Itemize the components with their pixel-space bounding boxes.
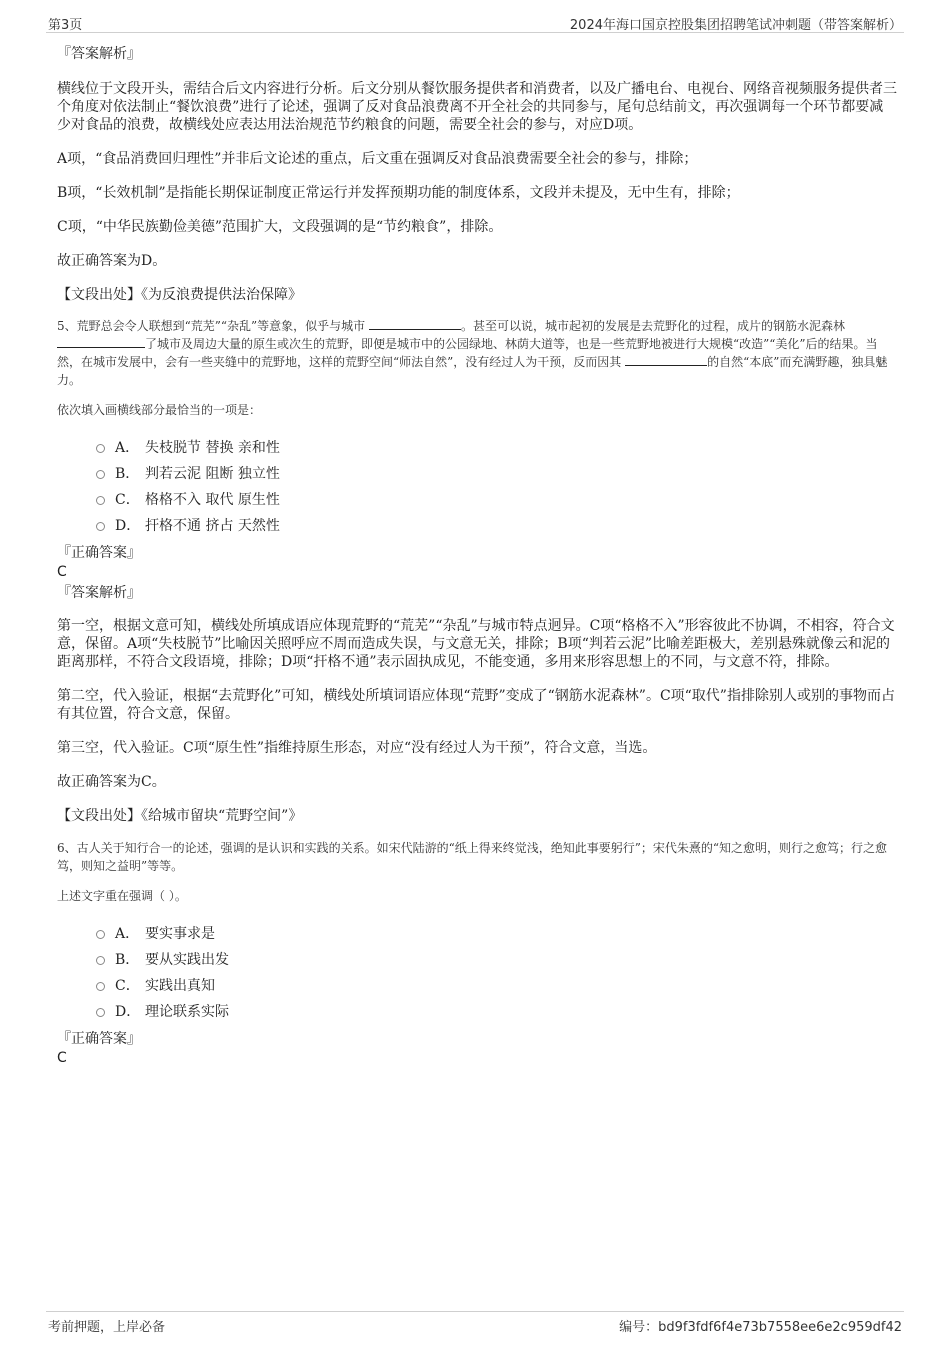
blank-2 <box>57 335 145 348</box>
q4-option-c-note: C项，“中华民族勤俭美德”范围扩大，文段强调的是“节约粮食”，排除。 <box>57 219 503 235</box>
q6-answer: C <box>57 1050 67 1066</box>
radio-icon[interactable] <box>96 956 105 965</box>
q4-option-b-note: B项，“长效机制”是指能长期保证制度正常运行并发挥预期功能的制度体系，文段并未提及，无中生有，排除； <box>57 185 740 201</box>
q5-option-b[interactable]: B． 判若云泥 阻断 独立性 <box>57 461 897 487</box>
document-title: 2024年海口国京控股集团招聘笔试冲刺题（带答案解析） <box>569 18 902 33</box>
radio-icon[interactable] <box>96 930 105 939</box>
q5-answer: C <box>57 564 67 580</box>
q6-option-d[interactable]: D． 理论联系实际 <box>57 999 897 1025</box>
q6-stem: 6、古人关于知行合一的论述，强调的是认识和实践的关系。如宋代陆游的“纸上得来终觉浅，绝知此事要躬行”；宋代朱熹的“知之愈明，则行之愈笃；行之愈笃，则知之益明”等等。 <box>57 841 888 873</box>
q4-conclusion: 故正确答案为D。 <box>57 253 167 269</box>
q5-option-d[interactable]: D． 扞格不通 挤占 天然性 <box>57 513 897 539</box>
document-serial: 编号：bd9f3fdf6f4e73b7558ee6e2c959df42 <box>619 1320 902 1335</box>
q5-option-c[interactable]: C． 格格不入 取代 原生性 <box>57 487 897 513</box>
q6-answer-label: 『正确答案』 <box>57 1031 141 1047</box>
q5-answer-label: 『正确答案』 <box>57 545 141 561</box>
q5-options <box>57 435 897 539</box>
q5-analysis-2: 第二空，代入验证，根据“去荒野化”可知，横线处所填词语应体现“荒野”变成了“钢筋水泥森林”。C项“取代”指排除别人或别的事物而占有其位置，符合文意，保留。 <box>57 688 895 722</box>
document-body <box>57 44 897 1067</box>
q6-option-c[interactable]: C． 实践出真知 <box>57 973 897 999</box>
q5-stem: 5、荒野总会令人联想到“荒芜”“杂乱”等意象，似乎与城市 。甚至可以说，城市起初的发展是去荒野化的过程，成片的钢筋水泥森林 了城市及周边大量的原生或次生的荒野，即便是城市中的公园绿地、林荫大道等，也是一些荒野地被进行大规模“改造”“美化”后的结果。当然，在城市发展中，会有一些夹缝中的荒野地，这样的荒野空间“师法自然”，没有经过人为干预，反而因其 的自然“本底”而充满野趣，独具魅力。 <box>57 319 888 387</box>
q5-option-a[interactable]: A． 失枝脱节 替换 亲和性 <box>57 435 897 461</box>
radio-icon[interactable] <box>96 1008 105 1017</box>
q5-analysis-3: 第三空，代入验证。C项“原生性”指维持原生形态，对应“没有经过人为干预”，符合文意，当选。 <box>57 740 657 756</box>
q6-option-a[interactable]: A． 要实事求是 <box>57 921 897 947</box>
radio-icon[interactable] <box>96 470 105 479</box>
radio-icon[interactable] <box>96 522 105 531</box>
q6-option-b[interactable]: B． 要从实践出发 <box>57 947 897 973</box>
page-number: 第3页 <box>48 18 83 33</box>
q5-analysis-1: 第一空，根据文意可知，横线处所填成语应体现荒野的“荒芜”“杂乱”与城市特点迥异。C项“格格不入”形容彼此不协调，不相容，符合文意，保留。A项“失枝脱节”比喻因关照呼应不周而造成失误，与文意无关，排除；B项“判若云泥”比喻差距极大，差别悬殊就像云和泥的距离那样，不符合文段语境，排除；D项“扞格不通”表示固执成见，不能变通，多用来形容思想上的不同，与文意不符，排除。 <box>57 618 895 670</box>
q6-options <box>57 921 897 1025</box>
radio-icon[interactable] <box>96 982 105 991</box>
q4-analysis-label: 『答案解析』 <box>57 46 141 62</box>
radio-icon[interactable] <box>96 496 105 505</box>
blank-1 <box>369 317 461 330</box>
blank-3 <box>625 353 707 366</box>
q5-conclusion: 故正确答案为C。 <box>57 774 166 790</box>
q5-source: 【文段出处】《给城市留块“荒野空间”》 <box>57 808 303 824</box>
q6-prompt: 上述文字重在强调（ ）。 <box>57 889 187 903</box>
footer-slogan: 考前押题，上岸必备 <box>48 1320 166 1335</box>
q4-analysis: 横线位于文段开头，需结合后文内容进行分析。后文分别从餐饮服务提供者和消费者，以及广播电台、电视台、网络音视频服务提供者三个角度对依法制止“餐饮浪费”进行了论述，强调了反对食品浪费离不开全社会的共同参与，尾句总结前文，再次强调每一个环节都要减少对食品的浪费，故横线处应表达用法治规范节约粮食的问题，需要全社会的参与，对应D项。 <box>57 81 897 133</box>
page-footer <box>46 1311 904 1334</box>
q5-analysis-label: 『答案解析』 <box>57 585 141 601</box>
radio-icon[interactable] <box>96 444 105 453</box>
q5-prompt: 依次填入画横线部分最恰当的一项是： <box>57 403 262 417</box>
q4-option-a-note: A项，“食品消费回归理性”并非后文论述的重点，后文重在强调反对食品浪费需要全社会的参与，排除； <box>57 151 698 167</box>
page-header <box>46 10 904 33</box>
q4-source: 【文段出处】《为反浪费提供法治保障》 <box>57 287 302 303</box>
